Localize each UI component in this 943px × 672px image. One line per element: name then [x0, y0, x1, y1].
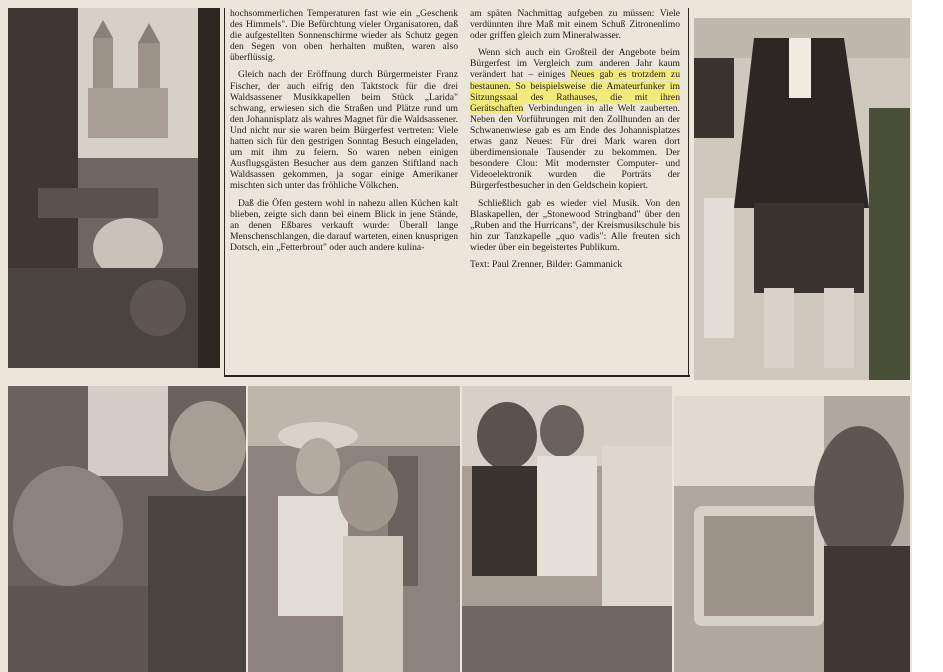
column-rule — [224, 8, 225, 376]
column-rule — [688, 8, 689, 376]
bottom-rule — [224, 375, 690, 377]
photo-man-beer-mug-image — [674, 396, 910, 672]
text: Wenn sich auch ein Großteil der Angebote beim Bürgerfest im Vergleich zum anderen Jahr kaum verändert hat – einiges — [470, 47, 680, 81]
photo-church-square — [8, 8, 220, 368]
paragraph: Gleich nach der Eröffnung durch Bürgermeister Franz Fischer, der auch eifrig den Taktstock für die drei Waldsassener Musikkapellen beim Stück „Larida" schwang, erwiesen sich die Straßen und Plätze rund um den Johannisplatz als wahres Magnet für die Waldsassener. Und nicht nur sie waren beim Bürgerfest vertreten: Viele hatten sich für den gestrigen Sonntag Besuch eingeladen, um mit ihm zu feiern. So waren neben einigen Ausflugsgästen Besucher aus dem ganzen Stiftland nach Waldsassen gekommen, ja sogar einige Amerikaner mischten sich unter das fröhliche Völkchen. — [230, 69, 458, 192]
photo-women-stand — [462, 386, 672, 672]
paragraph: Daß die Öfen gestern wohl in nahezu allen Küchen kalt blieben, zeigte sich dann bei einem Blick in jene Stände, an denen Eßbares verkauft wurde: Überall lange Menschenschlangen, die darauf warteten, einen knusprigen Dotsch, ein „Fetterbrout" oder auch andere kulina- — [230, 197, 458, 253]
article-column-1 — [230, 8, 458, 259]
paragraph: am späten Nachmittag aufgeben zu müssen: Viele verdünnten ihre Maß mit einem Schuß Zitronenlimo oder griffen gleich zum Mineralwasser. — [470, 8, 680, 42]
photo-church-square-image — [8, 8, 220, 368]
photo-women-stand-image — [462, 386, 672, 672]
article-column-2 — [470, 8, 680, 270]
highlighted-text: Neues gab es trotzdem zu bestaunen. So beispielsweise die Amateurfunker im Sitzungssaal des Rathauses, die mit ihren Gerätschaften — [470, 69, 680, 114]
photo-lederhosen-image — [694, 18, 910, 380]
photo-lederhosen — [694, 18, 910, 380]
photo-credit: Text: Paul Zrenner, Bilder: Gammanick — [470, 258, 623, 270]
photo-crowd-woman-glasses — [8, 386, 246, 672]
paragraph: hochsommerlichen Temperaturen fast wie ein „Geschenk des Himmels". Die Befürchtung vieler Organisatoren, daß die aufgestellten Sonnenschirme wieder als Schutz gegen den Segen von oben herhalten mußten, waren also überflüssig. — [230, 8, 458, 64]
paragraph: Schließlich gab es wieder viel Musik. Von den Blaskapellen, der „Stonewood Stringband" über den „Ruben and the Hurricans", der Kreismusikschule bis hin zur Tanzkapelle „quo vadis": Alle freuten sich wieder über ein begeistertes Publikum. — [470, 197, 680, 253]
photo-man-beer-mug — [674, 396, 910, 672]
paragraph-highlighted — [470, 47, 680, 191]
photo-girls-hat-image — [248, 386, 460, 672]
photo-crowd-woman-glasses-image — [8, 386, 246, 672]
text: Verbindungen in alle Welt zauberten. Neben den Vorführungen mit den Zollhunden an der Schwanenwiese gab es am Ende des Johannisplatzes etwas ganz Neues: Für drei Mark waren dort überdimensionale Tausender zu bekommen. Der besondere Clou: Mit modernster Computer- und Videoelektronik wurden die Porträts der Bürgerfestbesucher in den Geldschein kopiert. — [470, 102, 680, 192]
photo-girls-hat — [248, 386, 460, 672]
